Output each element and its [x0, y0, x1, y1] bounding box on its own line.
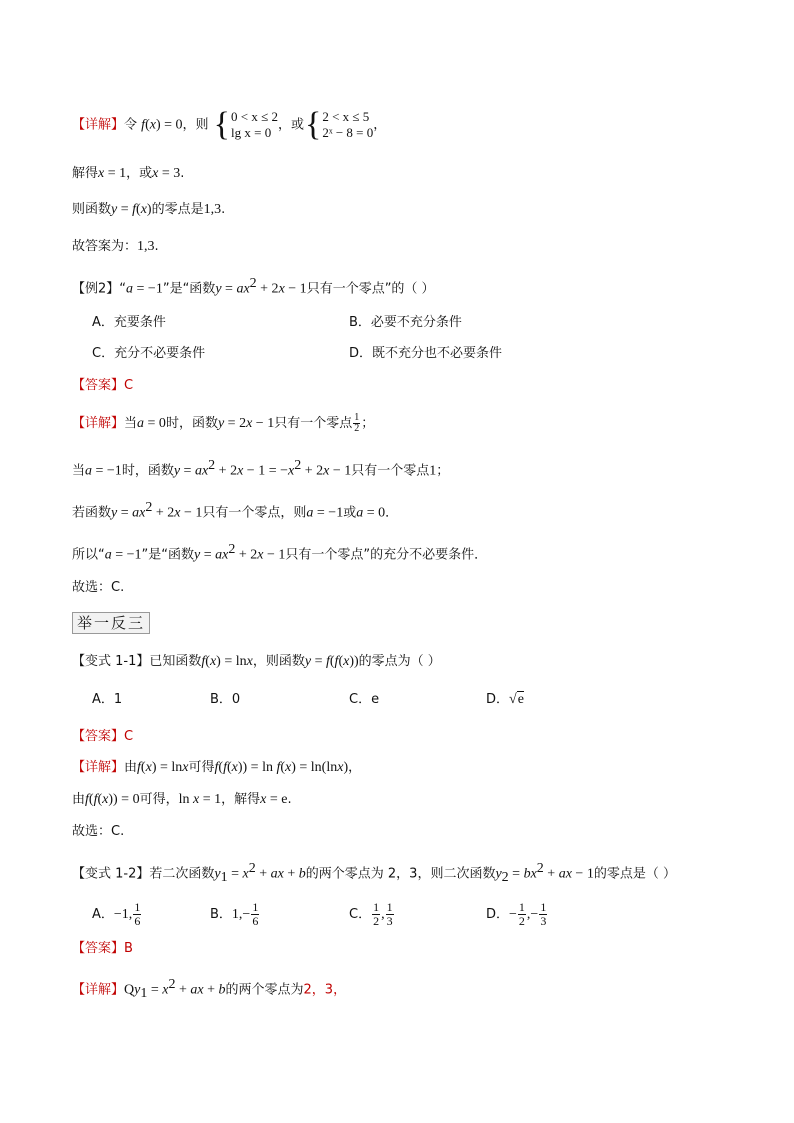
variant2-question: 【变式 1-2】若二次函数$y_1 = x^2$ + ax + b的两个零点为 2，3，则二次函数$y_2 = bx^2$ + ax − 1的零点是（ ）: [72, 861, 676, 885]
brace-icon: {: [213, 106, 230, 143]
variant1-option-a: A．1: [92, 692, 123, 707]
variant2-answer: 【答案】B: [72, 941, 133, 956]
variant2-option-b: B．1,− $\frac{1}{6}$: [210, 900, 259, 928]
variant2-option-c: C． $\frac{1}{2}$ , $\frac{1}{3}$: [349, 900, 393, 928]
cases-2: 2 < x ≤ 5 2ˣ − 8 = 0: [322, 109, 374, 140]
variant2-option-d: D．− $\frac{1}{2}$ ,− $\frac{1}{3}$: [486, 900, 547, 928]
variant1-question: 【变式 1-1】已知函数f(x) = lnx，则函数y = f(f(x))的零点为（ ）: [72, 654, 441, 669]
sqrt-icon: √: [509, 692, 517, 707]
example2-conclusion: 故选：C.: [72, 580, 125, 595]
variant2-label: 【变式 1-2】: [72, 866, 150, 882]
variant1-answer: 【答案】C: [72, 729, 134, 744]
variant1-detail-2: 由f(f(x)) = 0可得，ln x = 1，解得x = e.: [72, 792, 292, 807]
brace-icon: {: [304, 106, 322, 143]
detail-tag: 【详解】: [72, 117, 125, 133]
variant1-conclusion: 故选：C.: [72, 824, 125, 839]
fraction-one-half: $\frac{1}{2}$: [354, 412, 360, 434]
variant1-option-d: D．√e: [486, 692, 524, 707]
example2-answer: 【答案】C: [72, 378, 134, 393]
variant1-label: 【变式 1-1】: [72, 654, 150, 669]
example2-option-a: A．充要条件: [92, 315, 166, 330]
formula-fx-eq-0: f: [141, 117, 146, 133]
section-tag: 举一反三: [72, 612, 150, 635]
cases-1: 0 < x ≤ 2 lg x = 0: [231, 109, 278, 140]
example2-detail-4: 所以“a = −1”是“函数$y = ax^2 + 2x - 1$只有一个零点”的充分不必要条件．: [72, 542, 488, 563]
example2-detail-3: 若函数$y = ax^2 + 2x - 1$只有一个零点，则a = −1或a = 0．: [72, 500, 399, 521]
example2-option-c: C．充分不必要条件: [92, 346, 206, 361]
example2-option-b: B．必要不充分条件: [349, 315, 462, 330]
example2-detail-1: 【详解】当a = 0时，函数y = 2x − 1只有一个零点 $\frac{1}{2}$ ；: [72, 412, 375, 434]
detail-line-2: 解得x = 1，或x = 3.: [72, 166, 185, 181]
example2-option-d: D．既不充分也不必要条件: [349, 346, 503, 361]
variant2-option-a: A．−1, $\frac{1}{6}$: [92, 900, 141, 928]
example2-question: 【例2】“a = −1”是“函数$y = ax^2 + 2x - 1$只有一个零点”的（ ）: [72, 276, 435, 297]
variant1-option-c: C．e: [349, 692, 380, 707]
variant1-detail-1: 【详解】由f(x) = lnx可得f(f(x)) = ln f(x) = ln(lnx)，: [72, 760, 362, 775]
example2-label: 【例2】: [72, 281, 120, 297]
variant2-detail-1: 【详解】$Qy_1 = x^2$ + ax + b的两个零点为2，3，: [72, 977, 347, 1001]
detail-line-3: 则函数y = f(x)的零点是1,3.: [72, 202, 226, 217]
detail-line-1: 【详解】令 f(x) = 0，则 { 0 < x ≤ 2 lg x = 0 ，或{ 2 < x ≤ 5 2ˣ − 8 = 0 ，: [72, 106, 387, 143]
example2-detail-2: 当a = −1时，函数$y = ax^2 + 2x - 1 = -x^2 + 2x - 1$只有一个零点1；: [72, 458, 450, 479]
variant1-option-b: B．0: [210, 692, 241, 707]
detail-line-4: 故答案为：1,3.: [72, 239, 159, 254]
